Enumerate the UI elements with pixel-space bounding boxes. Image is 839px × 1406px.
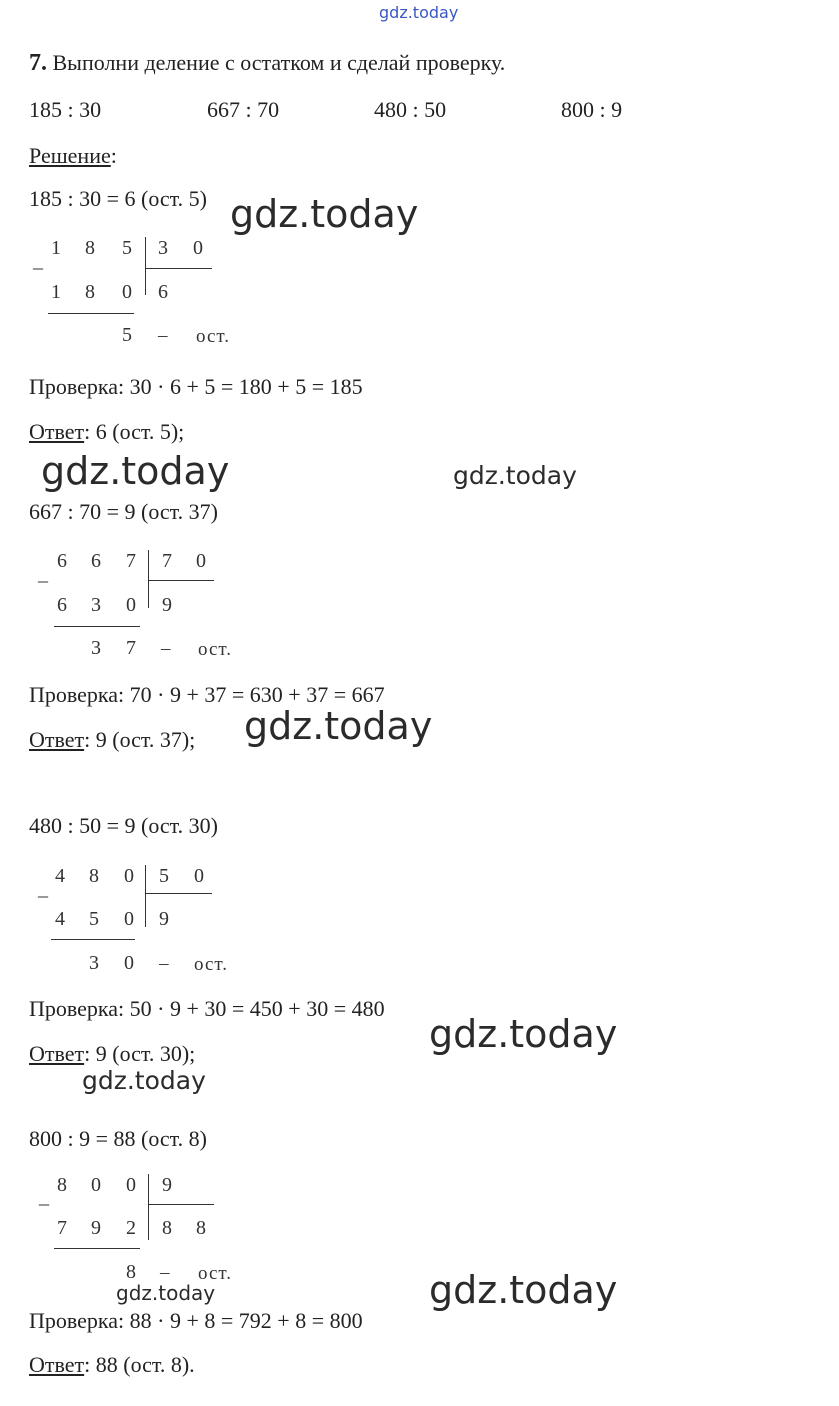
quotient-digit: 8 <box>196 1217 206 1239</box>
remainder-digit: 7 <box>126 637 136 659</box>
subtraction-line <box>51 939 135 940</box>
division-divisor-line <box>148 580 214 581</box>
task-header <box>29 50 505 76</box>
problem-3-check: Проверка: 50 · 9 + 30 = 450 + 30 = 480 <box>29 996 385 1021</box>
minus-sign: _ <box>38 563 48 585</box>
divisor-digit: 3 <box>158 237 168 259</box>
quotient-digit: 9 <box>159 908 169 930</box>
answer-label: Ответ <box>29 419 85 444</box>
dividend-digit: 8 <box>57 1174 67 1196</box>
problem-1-check: Проверка: 30 · 6 + 5 = 180 + 5 = 185 <box>29 374 363 399</box>
task-statement: Выполни деление с остатком и сделай проверку. <box>52 50 506 75</box>
remainder-digit: 3 <box>89 952 99 974</box>
subtrahend-digit: 6 <box>57 594 67 616</box>
answer-label: Ответ <box>29 1352 85 1377</box>
problem-4-answer <box>29 1352 195 1378</box>
division-vertical-line <box>148 550 149 608</box>
division-vertical-line <box>148 1174 149 1240</box>
dividend-digit: 5 <box>122 237 132 259</box>
division-divisor-line <box>148 1204 214 1205</box>
problem-1-equation: 185 : 30 = 6 (ост. 5) <box>29 186 207 211</box>
watermark-4: gdz.today <box>244 704 433 748</box>
remainder-label: ост. <box>194 954 229 975</box>
quotient-digit: 9 <box>162 594 172 616</box>
division-divisor-line <box>145 268 212 269</box>
remainder-digit: 0 <box>124 952 134 974</box>
watermark-1: gdz.today <box>230 192 419 236</box>
subtrahend-digit: 1 <box>51 281 61 303</box>
subtrahend-digit: 0 <box>126 594 136 616</box>
remainder-digit: 3 <box>91 637 101 659</box>
divisor-digit: 0 <box>194 865 204 887</box>
solution-colon: : <box>110 143 117 168</box>
watermark-5: gdz.today <box>429 1012 618 1056</box>
problem-4-check: Проверка: 88 · 9 + 8 = 792 + 8 = 800 <box>29 1308 363 1333</box>
quotient-digit: 6 <box>158 281 168 303</box>
dividend-digit: 0 <box>126 1174 136 1196</box>
problem-2-equation: 667 : 70 = 9 (ост. 37) <box>29 499 218 524</box>
dividend-digit: 6 <box>91 550 101 572</box>
divisor-digit: 0 <box>193 237 203 259</box>
minus-sign: _ <box>39 1186 49 1208</box>
subtrahend-digit: 9 <box>91 1217 101 1239</box>
subtrahend-digit: 0 <box>122 281 132 303</box>
divisor-digit: 9 <box>162 1174 172 1196</box>
answer-label: Ответ <box>29 727 85 752</box>
subtraction-line <box>54 1248 140 1249</box>
quotient-digit: 8 <box>162 1217 172 1239</box>
problem-2-check: Проверка: 70 · 9 + 37 = 630 + 37 = 667 <box>29 682 385 707</box>
watermark-7: gdz.today <box>116 1281 216 1305</box>
problem-4-equation: 800 : 9 = 88 (ост. 8) <box>29 1126 207 1151</box>
division-vertical-line <box>145 865 146 927</box>
solution-label: Решение <box>29 143 111 168</box>
dividend-digit: 6 <box>57 550 67 572</box>
divisor-digit: 0 <box>196 550 206 572</box>
watermark-6: gdz.today <box>82 1066 206 1095</box>
answer-value: : 6 (ост. 5); <box>84 419 185 444</box>
remainder-digit: 5 <box>122 324 132 346</box>
subtraction-line <box>48 313 134 314</box>
watermark-2: gdz.today <box>41 449 230 493</box>
division-vertical-line <box>145 237 146 295</box>
subtrahend-digit: 2 <box>126 1217 136 1239</box>
remainder-dash: – <box>158 325 169 346</box>
subtrahend-digit: 4 <box>55 908 65 930</box>
watermark-8: gdz.today <box>429 1268 618 1312</box>
solution-label-line <box>29 143 117 169</box>
expression-4: 800 : 9 <box>561 97 623 122</box>
remainder-label: ост. <box>198 1263 233 1284</box>
division-divisor-line <box>145 893 212 894</box>
expression-2: 667 : 70 <box>207 97 280 122</box>
watermark-top: gdz.today <box>379 3 459 22</box>
remainder-digit: 8 <box>126 1261 136 1283</box>
dividend-digit: 0 <box>124 865 134 887</box>
watermark-3: gdz.today <box>453 461 577 490</box>
subtrahend-digit: 7 <box>57 1217 67 1239</box>
subtrahend-digit: 5 <box>89 908 99 930</box>
subtrahend-digit: 0 <box>124 908 134 930</box>
remainder-dash: – <box>160 1262 171 1283</box>
remainder-label: ост. <box>196 326 231 347</box>
task-number: 7. <box>29 50 47 76</box>
expression-3: 480 : 50 <box>374 97 447 122</box>
minus-sign: _ <box>33 250 43 272</box>
dividend-digit: 8 <box>89 865 99 887</box>
problem-2-answer <box>29 727 195 753</box>
divisor-digit: 7 <box>162 550 172 572</box>
dividend-digit: 4 <box>55 865 65 887</box>
remainder-dash: – <box>159 953 170 974</box>
dividend-digit: 8 <box>85 237 95 259</box>
divisor-digit: 5 <box>159 865 169 887</box>
problem-1-answer <box>29 419 184 445</box>
minus-sign: _ <box>38 878 48 900</box>
dividend-digit: 1 <box>51 237 61 259</box>
expression-1: 185 : 30 <box>29 97 102 122</box>
problem-3-equation: 480 : 50 = 9 (ост. 30) <box>29 813 218 838</box>
subtrahend-digit: 8 <box>85 281 95 303</box>
problem-3-answer <box>29 1041 195 1067</box>
dividend-digit: 7 <box>126 550 136 572</box>
answer-value: : 9 (ост. 30); <box>84 1041 196 1066</box>
dividend-digit: 0 <box>91 1174 101 1196</box>
remainder-dash: – <box>161 638 172 659</box>
subtrahend-digit: 3 <box>91 594 101 616</box>
answer-label: Ответ <box>29 1041 85 1066</box>
answer-value: : 9 (ост. 37); <box>84 727 196 752</box>
remainder-label: ост. <box>198 639 233 660</box>
subtraction-line <box>54 626 140 627</box>
answer-value: : 88 (ост. 8). <box>84 1352 195 1377</box>
